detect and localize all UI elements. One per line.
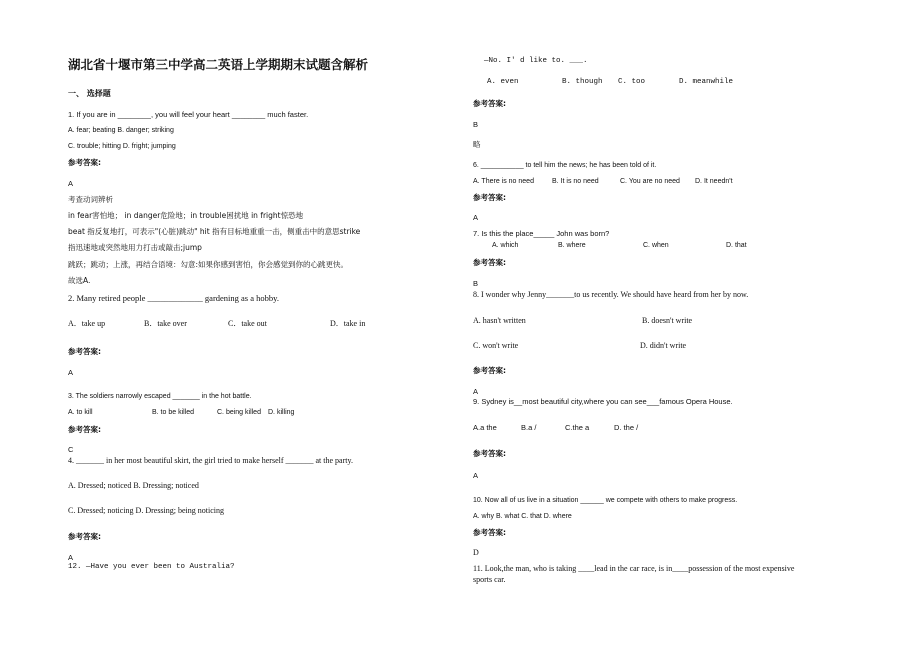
q8-option-c: C. won't write	[473, 341, 519, 350]
q1-stem: 1. If you are in ________, you will feel your heart ________ much faster.	[68, 110, 309, 119]
q8-answer: A	[473, 387, 479, 396]
q6-option-b: B. It is no need	[552, 178, 599, 185]
q9-stem: 9. Sydney is__most beautiful city,where you can see___famous Opera House.	[473, 397, 733, 406]
q9-option-b: B.a /	[521, 423, 537, 432]
q4-answer: A	[68, 553, 74, 562]
page-title: 湖北省十堰市第三中学高二英语上学期期末试题含解析	[68, 57, 369, 72]
q2-option-c: C．take out	[228, 319, 267, 328]
q6-option-c: C. You are no need	[620, 178, 680, 185]
q3-answer: C	[68, 445, 74, 454]
q12-reply: —No. I' d like to. ___.	[484, 57, 588, 65]
q1-explanation-4: 指迅速地或突然地用力打击或敲击;jump	[68, 243, 202, 252]
q1-explanation-3: beat 指反复地打，可表示"(心脏)跳动" hit 指有目标地重重一击，侧重击中的意思strike	[68, 227, 361, 236]
q7-option-c: C. when	[643, 242, 669, 249]
q1-answer-label: 参考答案:	[68, 158, 101, 167]
q6-answer-label: 参考答案:	[473, 193, 506, 202]
q10-answer: D	[473, 548, 479, 557]
q1-explanation-6: 故选A.	[68, 276, 91, 285]
q10-options: A. why B. what C. that D. where	[473, 513, 572, 520]
q2-option-a: A．take up	[68, 319, 106, 328]
q3-option-d: D. killing	[268, 409, 295, 416]
q3-stem: 3. The soldiers narrowly escaped _______ in the hot battle.	[68, 393, 252, 400]
q7-option-d: D. that	[726, 242, 747, 249]
q3-option-b: B. to be killed	[152, 409, 195, 416]
q8-answer-label: 参考答案:	[473, 366, 506, 375]
q7-stem: 7. Is this the place_____ John was born?	[473, 229, 610, 238]
q1-explanation-1: 考查动词辨析	[68, 195, 113, 204]
q11-stem-line1: 11. Look,the man, who is taking ____lead in the car race, is in____possession of the most expensive	[473, 564, 795, 573]
q10-answer-label: 参考答案:	[473, 528, 506, 537]
q4-answer-label: 参考答案:	[68, 532, 101, 541]
q3-option-c: C. being killed	[217, 409, 261, 416]
q1-answer: A	[68, 179, 74, 188]
q9-answer: A	[473, 471, 479, 480]
q1-explanation-5: 跳跃；跳动；上涨，再结合语境：勾意:如果你感到害怕，你会感觉到你的心跳更快。	[68, 260, 349, 269]
q12-stem: 12. —Have you ever been to Australia?	[68, 563, 235, 571]
q8-stem: 8. I wonder why Jenny_______to us recently. We should have heard from her by now.	[473, 290, 749, 299]
q7-option-a: A. which	[492, 242, 519, 249]
q7-option-b: B. where	[558, 242, 586, 249]
q12-option-d: D. meanwhile	[679, 78, 734, 86]
q3-option-a: A. to kill	[68, 409, 93, 416]
q2-stem: 2. Many retired people _____________ gardening as a hobby.	[68, 293, 279, 303]
q4-options-1: A. Dressed; noticed B. Dressing; noticed	[68, 481, 199, 490]
q10-stem: 10. Now all of us live in a situation ______ we compete with others to make progress.	[473, 497, 738, 504]
q4-stem: 4. _______ in her most beautiful skirt, the girl tried to make herself _______ at the party.	[68, 456, 353, 465]
q4-options-2: C. Dressed; noticing D. Dressing; being noticing	[68, 506, 224, 515]
q8-option-a: A. hasn't written	[473, 316, 526, 325]
q6-option-a: A. There is no need	[473, 178, 534, 185]
q9-option-c: C.the a	[565, 423, 590, 432]
q6-option-d: D. It needn't	[695, 178, 733, 185]
q8-option-b: B. doesn't write	[642, 316, 693, 325]
q12-option-c: C. too	[618, 78, 646, 86]
q12-note: 略	[473, 140, 481, 149]
q12-option-b: B. though	[562, 78, 603, 86]
q9-answer-label: 参考答案:	[473, 449, 506, 458]
q9-option-d: D. the /	[614, 423, 639, 432]
q9-option-a: A.a the	[473, 423, 497, 432]
q7-answer: B	[473, 279, 479, 288]
q2-answer-label: 参考答案:	[68, 347, 101, 356]
q2-answer: A	[68, 368, 74, 377]
q1-options-1: A. fear; beating B. danger; striking	[68, 127, 174, 134]
section-heading: 一、 选择题	[68, 89, 111, 98]
q8-option-d: D. didn't write	[640, 341, 687, 350]
q12-option-a: A. even	[487, 78, 519, 86]
q7-answer-label: 参考答案:	[473, 258, 506, 267]
q3-answer-label: 参考答案:	[68, 425, 101, 434]
q6-answer: A	[473, 213, 479, 222]
q12-answer: B	[473, 120, 479, 129]
q2-option-d: D．take in	[330, 319, 366, 328]
q1-explanation-2: in fear害怕地； in danger危险地；in trouble困扰地 in fright惊恐地	[68, 211, 304, 220]
q2-option-b: B．take over	[144, 319, 187, 328]
q6-stem: 6. ___________ to tell him the news; he has been told of it.	[473, 162, 657, 169]
q11-stem-line2: sports car.	[473, 575, 506, 584]
q1-options-2: C. trouble; hitting D. fright; jumping	[68, 143, 176, 150]
q12-answer-label: 参考答案:	[473, 99, 506, 108]
